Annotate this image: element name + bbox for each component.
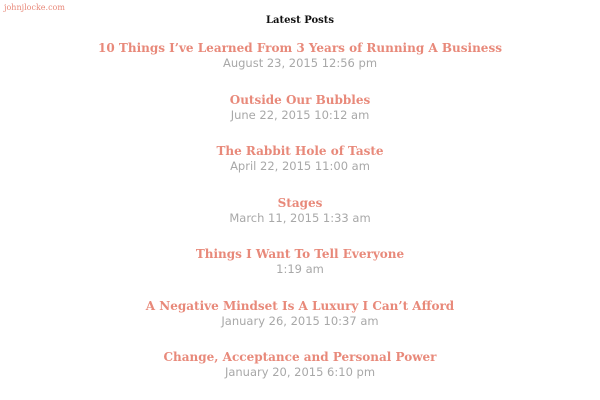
section-title: Latest Posts bbox=[265, 15, 335, 26]
post-item bbox=[0, 195, 600, 247]
post-item bbox=[0, 143, 600, 195]
post-date: January 26, 2015 10:37 am bbox=[221, 313, 379, 328]
site-home-link[interactable]: johnjlocke.com bbox=[4, 3, 65, 12]
post-item bbox=[0, 40, 600, 92]
post-title-link[interactable]: Things I Want To Tell Everyone bbox=[195, 247, 405, 261]
post-title-link[interactable]: Stages bbox=[277, 195, 323, 210]
post-title-link[interactable]: The Rabbit Hole of Taste bbox=[216, 144, 384, 158]
post-title-link[interactable]: 10 Things I’ve Learned From 3 Years of Running A Business bbox=[98, 41, 502, 55]
post-date: June 22, 2015 10:12 am bbox=[230, 107, 370, 122]
post-item bbox=[0, 349, 600, 400]
post-date: January 20, 2015 6:10 pm bbox=[224, 365, 376, 379]
post-title-link[interactable]: Outside Our Bubbles bbox=[229, 92, 371, 107]
post-item bbox=[0, 298, 600, 350]
post-date: March 11, 2015 1:33 am bbox=[229, 210, 371, 225]
post-date: August 23, 2015 12:56 pm bbox=[222, 56, 378, 70]
post-title-link[interactable]: Change, Acceptance and Personal Power bbox=[163, 350, 437, 364]
post-title-link[interactable]: A Negative Mindset Is A Luxury I Can’t Afford bbox=[145, 298, 455, 313]
post-list bbox=[0, 40, 600, 400]
post-date: 1:19 am bbox=[276, 262, 324, 276]
post-item bbox=[0, 246, 600, 298]
post-date: April 22, 2015 11:00 am bbox=[230, 159, 370, 173]
post-item bbox=[0, 92, 600, 144]
